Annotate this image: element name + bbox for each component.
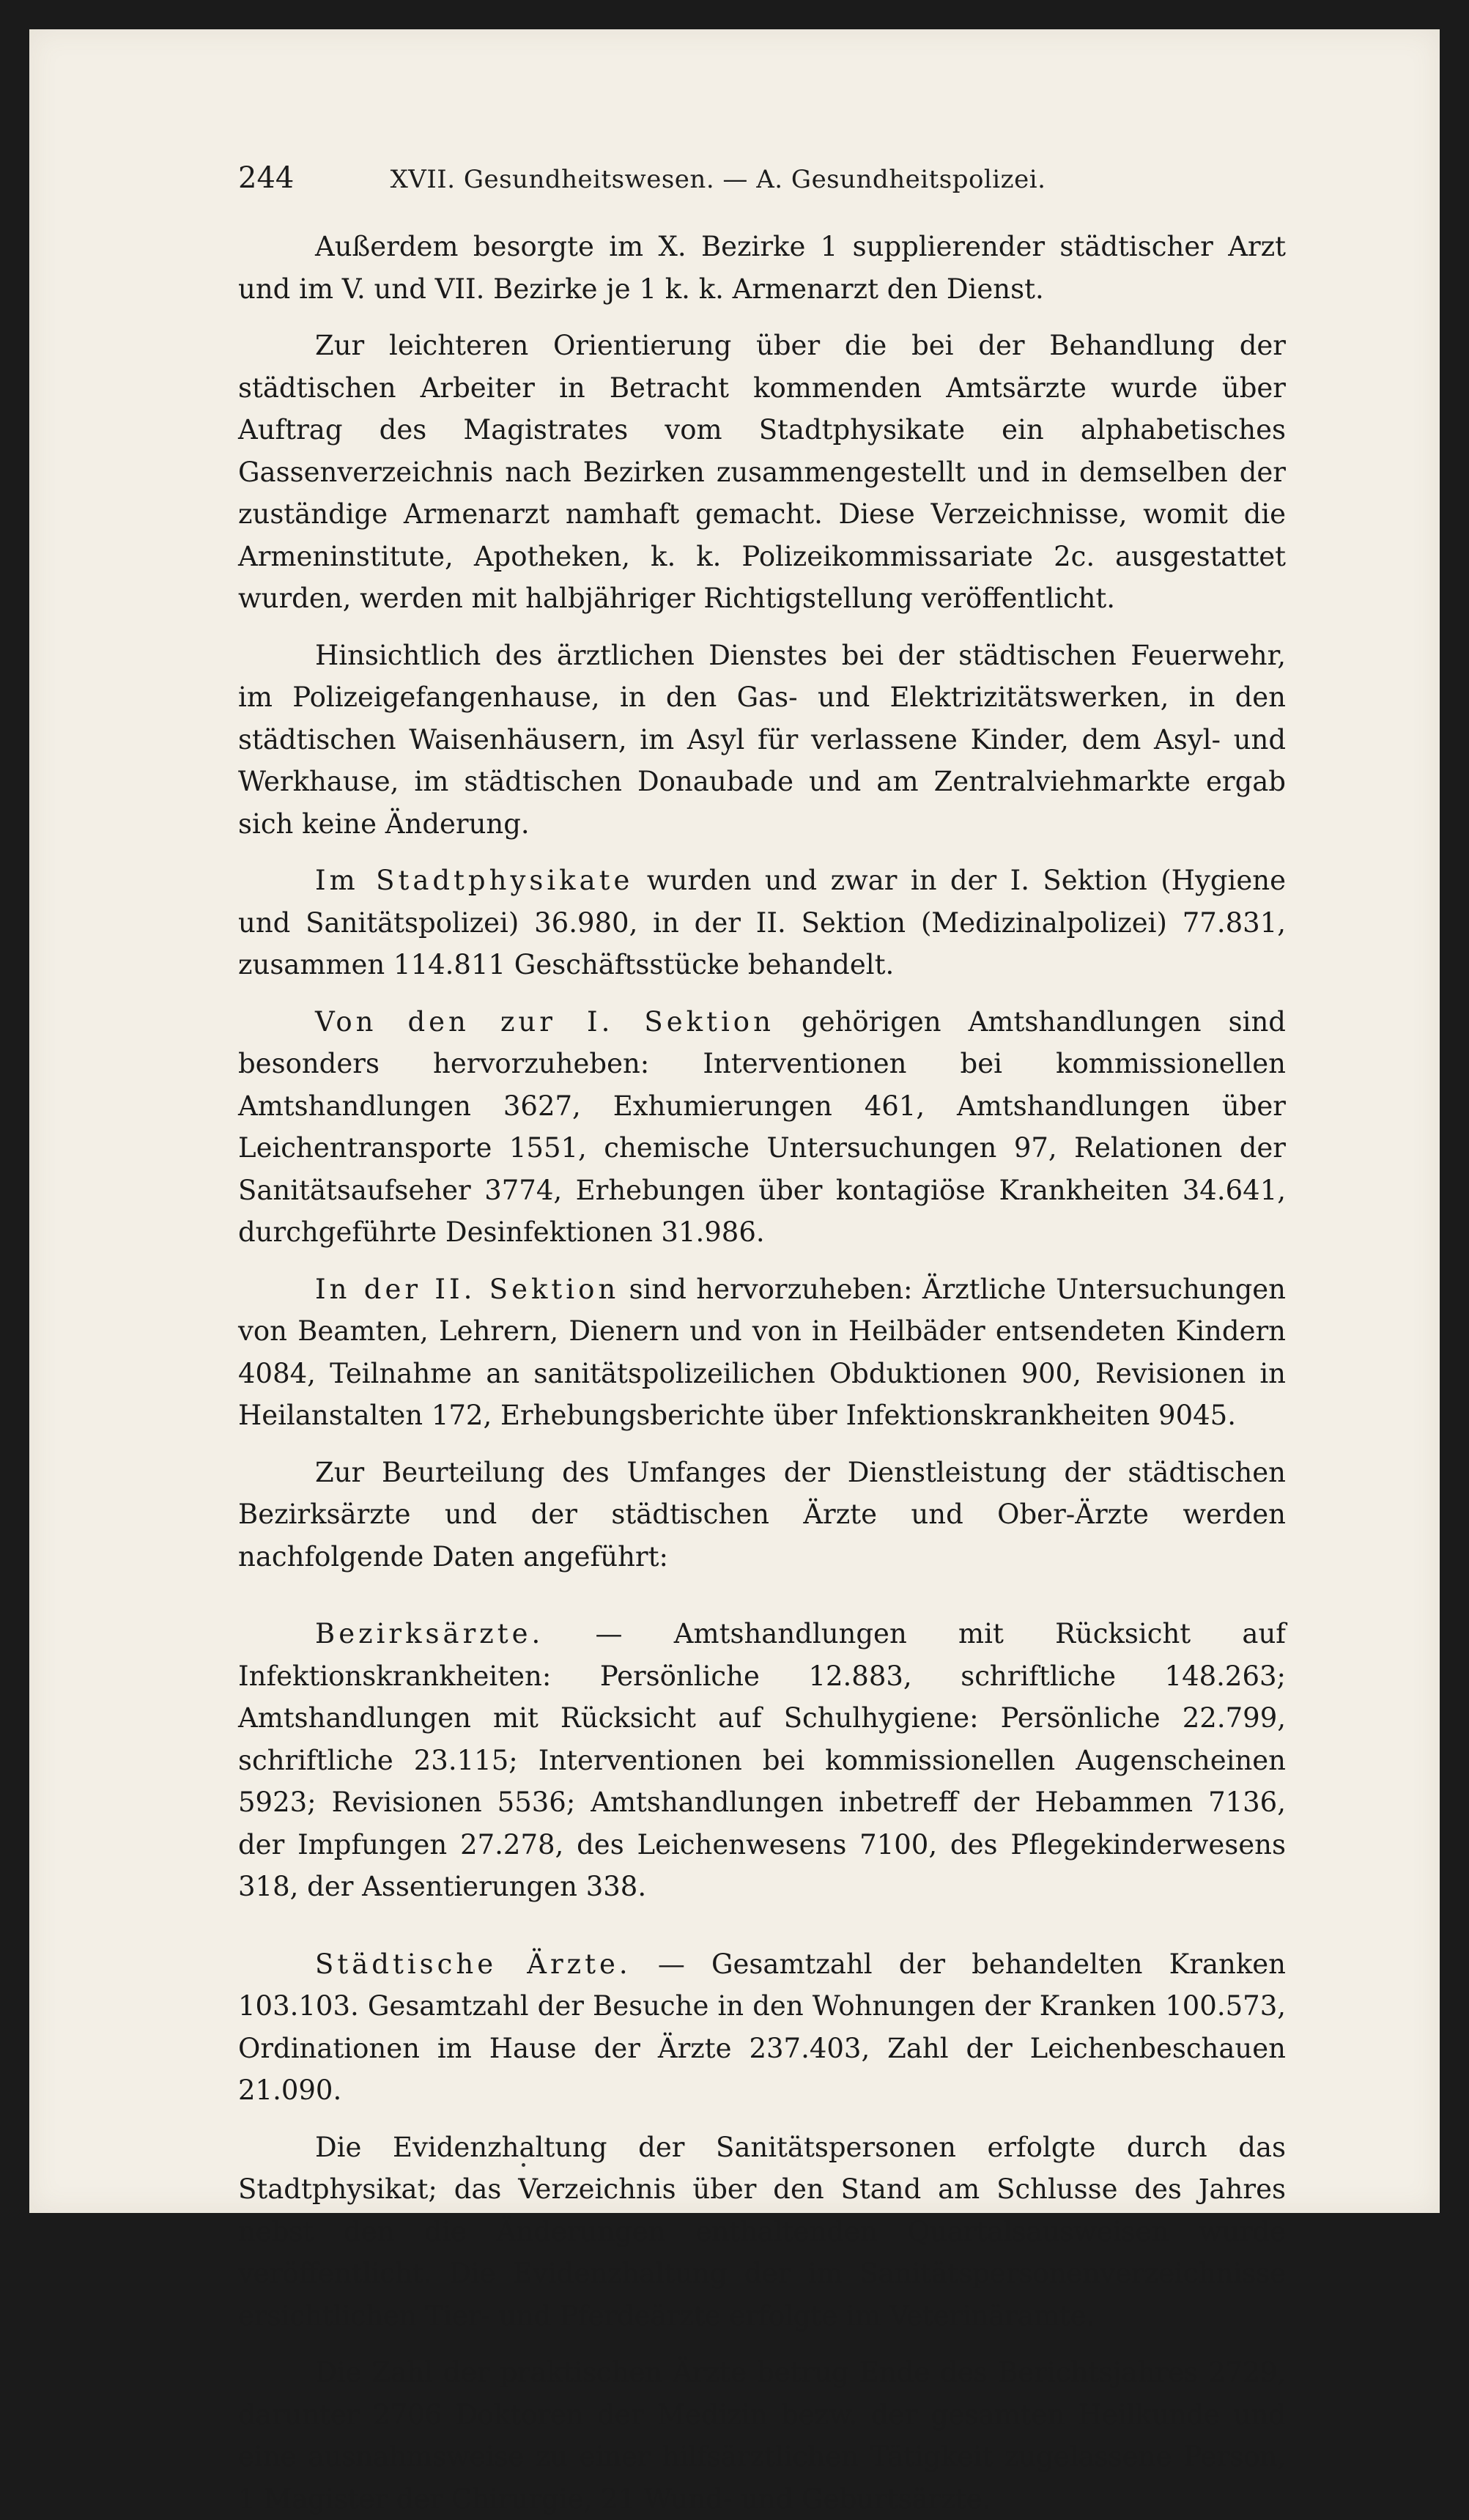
paragraph-stadtphysikat: Im Stadtphysikate wurden und zwar in der I. Sektion (Hygiene und Sanitätspolizei) 36.980, in der II. Sektion (Medizinalpolizei) 77.831, zusammen 114.811 Geschäftsstücke behandelt. xyxy=(238,865,1286,980)
running-head xyxy=(238,161,1110,195)
paragraph-street-directory: Zur leichteren Orientierung über die bei der Behandlung der städtischen Arbeiter in Betracht kommenden Amtsärzte wurde über Auftrag des Magistrates vom Stadtphysikate ein alphabetisches Gassenverzeichnis nach Bezirken zusammengestellt und in demselben der zuständige Armenarzt namhaft gemacht. Diese Verzeichnisse, womit die Armeninstitute, Apotheken, k. k. Polizeikommissariate 2c. ausgestattet wurden, werden mit halbjähriger Richtigstellung veröffentlicht. xyxy=(238,330,1286,614)
paper-speck xyxy=(522,2163,525,2167)
paragraph-medical-services: Hinsichtlich des ärztlichen Dienstes bei der städtischen Feuerwehr, im Polizeigefangenhause, in den Gas- und Elektrizitätswerken, in den städtischen Waisenhäusern, im Asyl für verlassene Kinder, dem Asyl- und Werkhause, im städtischen Donaubade und am Zentralviehmarkte ergab sich keine Änderung. xyxy=(238,639,1286,840)
paragraph-section-one: Von den zur I. Sektion gehörigen Amtshandlungen sind besonders hervorzuheben: Interventionen bei kommissionellen Amtshandlungen 3627, Exhumierungen 461, Amtshandlungen über Leichentransporte 1551, chemische Untersuchungen 97, Relationen der Sanitätsaufseher 3774, Erhebungen über kontagiöse Krankheiten 34.641, durchgeführte Desinfektionen 31.986. xyxy=(238,1005,1286,1248)
running-head-title: XVII. Gesundheitswesen. — A. Gesundheitspolizei. xyxy=(390,165,1046,194)
body-text xyxy=(238,226,1286,2520)
paragraph-staedtische-aerzte: Städtische Ärzte. — Gesamtzahl der behandelten Kranken 103.103. Gesamtzahl der Besuche in den Wohnungen der Kranken 100.573, Ordinationen im Hause der Ärzte 237.403, Zahl der Leichenbeschauen 21.090. xyxy=(238,1948,1287,2106)
paragraph-supplementary-doctors: Außerdem besorgte im X. Bezirke 1 supplierender städtischer Arzt und im V. und VII. Bezirke je 1 k. k. Armenarzt den Dienst. xyxy=(238,231,1286,305)
paragraph-practitioner-count: Die Zahl der praktischen Ärzte betrug Ende des Berichtsjahres 2729, darunter 2706 Doktoren der Medizin bezw. der gesamten Heilkunde und eine ausnahmsweise zu einer hilfsärztlichen Tätigkeit zugelassene Person, 1 Magister der Chirurgie, 21 Wund- und Geburtsärzte. xyxy=(238,2357,1286,2515)
paragraph-bezirksaerzte: Bezirksärzte. — Amtshandlungen mit Rücksicht auf Infektionskrankheiten: Persönliche 12.883, schriftliche 148.263; Amtshandlungen mit Rücksicht auf Schulhygiene: Persönliche 22.799, schriftliche 23.115; Interventionen bei kommissionellen Augenscheinen 5923; Revisionen 5536; Amtshandlungen inbetreff der Hebammen 7136, der Impfungen 27.278, des Leichenwesens 7100, des Pflegekinderwesens 318, der Assentierungen 338. xyxy=(238,1618,1286,1902)
paragraph-section-two: In der II. Sektion sind hervorzuheben: Ärztliche Untersuchungen von Beamten, Lehrern, Dienern und von in Heilbäder entsendeten Kindern 4084, Teilnahme an sanitätspolizeilichen Obduktionen 900, Revisionen in Heilanstalten 172, Erhebungsberichte über Infektionskrankheiten 9045. xyxy=(238,1273,1286,1431)
paragraph-assessment-intro: Zur Beurteilung des Umfanges der Dienstleistung der städtischen Bezirksärzte und der städtischen Ärzte und Ober-Ärzte werden nachfolgende Daten angeführt: xyxy=(238,1456,1286,1573)
document-page xyxy=(29,29,1440,2515)
page-number: 244 xyxy=(238,161,295,195)
paragraph-evidenzhaltung: Die Evidenzhaltung der Sanitätspersonen erfolgte durch das Stadtphysikat; das Verzeichnis über den Stand am Schlusse des Jahres nebst den die Änderungen enthaltenden Quartalsausweisen wurde veröffentlicht. Die Evidenzhaltung der im Sanitätspersonenverzeichnisse ersichtlichen Tier- und Pferdeärzte erfolgte im Veterinäramte. xyxy=(238,2131,1286,2332)
